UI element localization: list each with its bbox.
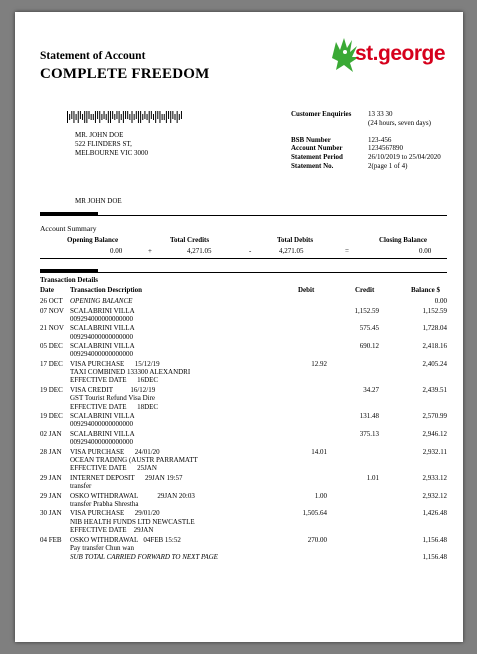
info-value: 26/10/2019 to 25/04/2020 xyxy=(368,152,441,161)
description-line: OSKO WITHDRAWAL 04FEB 15:52 xyxy=(70,535,181,544)
description-line: NIB HEALTH FUNDS LTD NEWCASTLE xyxy=(70,517,195,526)
description-line: SCALABRINI VILLA xyxy=(70,429,135,438)
transaction-balance: 1,156.48 xyxy=(422,553,447,562)
transaction-balance: 0.00 xyxy=(434,297,447,305)
transaction-balance: 1,728.04 xyxy=(422,324,447,333)
transaction-description xyxy=(70,448,198,473)
transaction-balance: 1,426.48 xyxy=(422,509,447,518)
opening-balance-header: Opening Balance xyxy=(67,236,119,244)
statement-page xyxy=(15,12,463,642)
transaction-description xyxy=(70,536,181,553)
account-name: COMPLETE FREEDOM xyxy=(40,66,210,82)
transaction-date: 19 DEC xyxy=(40,412,63,421)
transaction-balance: 2,933.12 xyxy=(422,473,447,482)
transaction-balance: 2,932.12 xyxy=(422,491,447,500)
transaction-balance: 2,570.99 xyxy=(422,412,447,421)
opening-balance-value: 0.00 xyxy=(110,247,123,255)
transactions-title: Transaction Details xyxy=(40,276,99,284)
info-value: 123-456 xyxy=(368,135,392,144)
divider xyxy=(40,258,447,259)
transaction-credit: 690.12 xyxy=(359,342,379,351)
brand-wordmark: st.george xyxy=(355,42,446,65)
address-line: MR. JOHN DOE xyxy=(75,131,124,139)
transaction-row xyxy=(15,474,463,491)
info-label: Statement No. xyxy=(291,161,334,170)
transaction-date: 29 JAN xyxy=(40,491,62,500)
description-line: transfer xyxy=(70,482,92,491)
transaction-description xyxy=(70,509,195,534)
description-line: 009294000000000000 xyxy=(70,420,133,429)
transaction-date: 30 JAN xyxy=(40,509,62,518)
transaction-date: 04 FEB xyxy=(40,535,62,544)
transaction-credit: 1,152.59 xyxy=(354,306,379,315)
transaction-credit: 34.27 xyxy=(363,386,379,394)
transaction-date: 28 JAN xyxy=(40,447,62,456)
description-line: VISA CREDIT 16/12/19 xyxy=(70,386,156,394)
transaction-date: 19 DEC xyxy=(40,386,63,394)
transaction-row xyxy=(15,412,463,429)
description-line: SCALABRINI VILLA xyxy=(70,306,135,315)
transaction-date: 05 DEC xyxy=(40,342,63,351)
description-line: SCALABRINI VILLA xyxy=(70,412,135,421)
total-debits-value: 4,271.05 xyxy=(279,247,304,255)
transaction-credit: 1.01 xyxy=(366,473,379,482)
description-column-header: Transaction Description xyxy=(70,286,143,294)
description-line: 009294000000000000 xyxy=(70,314,133,323)
minus-sign: - xyxy=(249,247,252,255)
transaction-date: 21 NOV xyxy=(40,324,64,333)
description-line: TAXI COMBINED 133300 ALEXANDRI xyxy=(70,368,191,377)
info-value: 13 33 30 xyxy=(368,110,393,118)
transaction-debit: 12.92 xyxy=(311,359,327,368)
transaction-row xyxy=(15,297,463,305)
description-line: SCALABRINI VILLA xyxy=(70,324,135,333)
transaction-date: 02 JAN xyxy=(40,429,62,438)
transaction-description xyxy=(70,430,135,447)
transaction-row xyxy=(15,553,463,561)
transaction-credit: 131.48 xyxy=(359,412,379,421)
transaction-balance: 2,405.24 xyxy=(422,359,447,368)
transaction-description xyxy=(70,492,195,509)
summary-title: Account Summary xyxy=(40,224,97,233)
transaction-row xyxy=(15,386,463,411)
divider xyxy=(40,272,447,273)
transaction-balance: 1,152.59 xyxy=(422,306,447,315)
info-value: (24 hours, seven days) xyxy=(368,118,431,127)
transaction-balance: 2,932.11 xyxy=(422,447,447,456)
description-line: transfer Prabha Shrestha xyxy=(70,499,139,508)
transaction-description xyxy=(70,412,135,429)
info-label: Account Number xyxy=(291,144,343,153)
transaction-description xyxy=(70,474,183,491)
transaction-description xyxy=(70,360,190,385)
transaction-description xyxy=(70,553,218,561)
transaction-row xyxy=(15,536,463,553)
description-line: INTERNET DEPOSIT 29JAN 19:57 xyxy=(70,473,183,482)
description-line: OPENING BALANCE xyxy=(70,297,133,305)
description-line: SCALABRINI VILLA xyxy=(70,342,135,351)
info-label: BSB Number xyxy=(291,135,331,144)
statement-title: Statement of Account xyxy=(40,50,146,62)
description-line: EFFECTIVE DATE 25JAN xyxy=(70,464,157,473)
description-line: OSKO WITHDRAWAL 29JAN 20:03 xyxy=(70,491,195,500)
credit-column-header: Credit xyxy=(355,286,375,294)
info-value: 2(page 1 of 4) xyxy=(368,161,408,170)
transaction-balance: 1,156.48 xyxy=(422,535,447,544)
transaction-description xyxy=(70,307,135,324)
customer-name: MR JOHN DOE xyxy=(75,197,122,205)
transaction-credit: 375.13 xyxy=(359,429,379,438)
description-line: EFFECTIVE DATE 18DEC xyxy=(70,402,159,411)
info-label: Statement Period xyxy=(291,152,343,161)
description-line: 009294000000000000 xyxy=(70,438,133,447)
mailing-address xyxy=(75,131,148,158)
transaction-balance: 2,946.12 xyxy=(422,429,447,438)
equals-sign: = xyxy=(345,247,349,255)
address-line: 522 FLINDERS ST, xyxy=(75,140,132,148)
closing-balance-value: 0.00 xyxy=(419,247,432,255)
transaction-row xyxy=(15,324,463,341)
transaction-balance: 2,418.16 xyxy=(422,342,447,351)
transaction-credit: 575.45 xyxy=(359,324,379,333)
description-line: GST Tourist Refund Visa Dire xyxy=(70,394,156,403)
description-line: Pay transfer Chun wan xyxy=(70,543,134,552)
address-line: MELBOURNE VIC 3000 xyxy=(75,149,148,157)
description-line: OCEAN TRADING (AUSTR PARRAMATT xyxy=(70,455,198,464)
transaction-row xyxy=(15,492,463,509)
date-column-header: Date xyxy=(40,286,54,294)
transaction-description xyxy=(70,324,135,341)
transaction-description xyxy=(70,297,132,305)
total-credits-value: 4,271.05 xyxy=(187,247,212,255)
debit-column-header: Debit xyxy=(298,286,315,294)
transaction-debit: 1.00 xyxy=(314,491,327,500)
transaction-row xyxy=(15,430,463,447)
transaction-row xyxy=(15,360,463,385)
transaction-debit: 270.00 xyxy=(307,535,327,544)
info-label: Customer Enquiries xyxy=(291,110,352,118)
description-line: SUB TOTAL CARRIED FORWARD TO NEXT PAGE xyxy=(70,553,218,562)
transaction-debit: 14.01 xyxy=(311,447,327,456)
description-line: 009294000000000000 xyxy=(70,350,133,359)
transaction-debit: 1,505.64 xyxy=(302,509,327,518)
divider xyxy=(40,215,447,216)
transaction-description xyxy=(70,386,158,411)
description-line: 009294000000000000 xyxy=(70,332,133,341)
transaction-row xyxy=(15,509,463,534)
transaction-date: 29 JAN xyxy=(40,473,62,482)
transaction-date: 07 NOV xyxy=(40,306,64,315)
description-line: VISA PURCHASE 15/12/19 xyxy=(70,359,160,368)
barcode xyxy=(67,111,187,125)
closing-balance-header: Closing Balance xyxy=(379,236,428,244)
total-debits-header: Total Debits xyxy=(277,236,314,244)
transaction-date: 26 OCT xyxy=(40,297,63,305)
description-line: EFFECTIVE DATE 16DEC xyxy=(70,376,159,385)
balance-column-header: Balance $ xyxy=(411,286,440,294)
total-credits-header: Total Credits xyxy=(170,236,210,244)
transaction-date: 17 DEC xyxy=(40,359,63,368)
transaction-row xyxy=(15,307,463,324)
transaction-balance: 2,439.51 xyxy=(422,386,447,394)
transaction-row xyxy=(15,342,463,359)
description-line: VISA PURCHASE 24/01/20 xyxy=(70,447,160,456)
plus-sign: + xyxy=(148,247,152,255)
transaction-description xyxy=(70,342,135,359)
description-line: VISA PURCHASE 29/01/20 xyxy=(70,509,160,518)
transaction-row xyxy=(15,448,463,473)
description-line: EFFECTIVE DATE 29JAN xyxy=(70,525,154,534)
info-value: 1234567890 xyxy=(368,144,403,153)
